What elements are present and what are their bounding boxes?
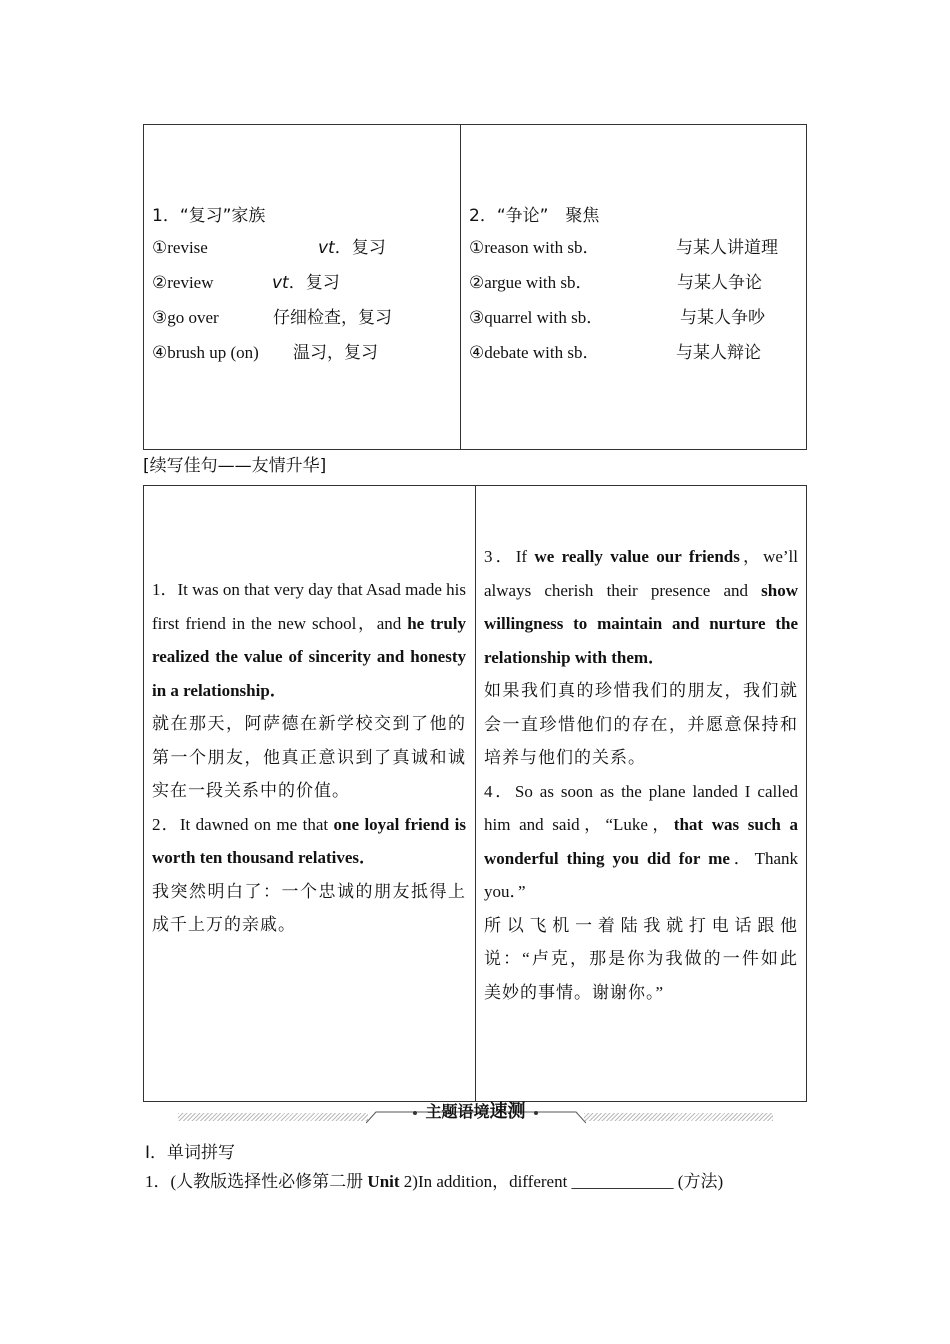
sentence-1: 1．It was on that very day that Asad made his first friend in the new school，and he truly realized the value of sincerity and honesty in a relationship． [152, 580, 467, 700]
list-item-meaning: 仔细检查，复习 [273, 308, 392, 327]
sentence-4-translation: 所以飞机一着陆我就打电话跟他说：“卢克，那是你为我做的一件如此美妙的事情。谢谢你。” [484, 915, 798, 1002]
sentence-3-translation: 如果我们真的珍惜我们的朋友，我们就会一直珍惜他们的存在，并愿意保持和培养与他们的关系。 [484, 681, 798, 767]
list-item: ①reason with sb． [469, 238, 600, 257]
sentence-2: 2．It dawned on me that one loyal friend is worth ten thousand relatives． [152, 814, 466, 867]
list-item-meaning: vt．复习 [318, 238, 386, 258]
banner-label: 主题语境速测 [383, 1100, 568, 1124]
list-item: ②review [152, 273, 214, 292]
banner-hatch-left [178, 1113, 368, 1121]
list-item: ①revise [152, 238, 208, 257]
list-item: ③quarrel with sb． [469, 308, 604, 327]
topic-quiz-banner [178, 1100, 773, 1128]
table1-left-title: 1．“复习”家族 [152, 206, 266, 226]
table2-right-cell [484, 540, 798, 1009]
table2-divider [475, 485, 476, 1102]
table2-left-cell [152, 573, 466, 942]
sentence-2-translation: 我突然明白了：一个忠诚的朋友抵得上成千上万的亲戚。 [152, 881, 466, 934]
table1-divider [460, 124, 461, 450]
section-label: [续写佳句——友情升华] [143, 456, 327, 476]
dot-icon [534, 1111, 538, 1115]
list-item-meaning: vt．复习 [272, 273, 340, 293]
list-item: ②argue with sb． [469, 273, 593, 292]
list-item: ④brush up (on) [152, 343, 259, 362]
list-item: ③go over [152, 308, 219, 327]
dot-icon [413, 1111, 417, 1115]
sentence-3: 3．If we really value our friends，we’ll always cherish their presence and show willingness to maintain and nurture the relationship with them． [484, 547, 798, 667]
table1-right-title: 2．“争论” 聚焦 [469, 206, 600, 226]
list-item-meaning: 与某人争吵 [680, 308, 765, 327]
list-item: ④debate with sb． [469, 343, 600, 362]
sentence-1-translation: 就在那天，阿萨德在新学校交到了他的第一个朋友，他真正意识到了真诚和诚实在一段关系中的价值。 [152, 714, 466, 800]
exercise-question-1: 1．(人教版选择性必修第二册 Unit 2)In addition，different ____________ (方法) [145, 1172, 724, 1191]
list-item-meaning: 温习，复习 [293, 343, 378, 362]
list-item-meaning: 与某人辩论 [676, 343, 761, 362]
list-item-meaning: 与某人讲道理 [676, 238, 778, 257]
list-item-meaning: 与某人争论 [677, 273, 762, 292]
banner-hatch-right [584, 1113, 773, 1121]
sentence-4: 4．So as soon as the plane landed I called him and said，“Luke，that was such a wonderful thing you did for me．Thank you．” [484, 781, 798, 901]
exercise-section-title: Ⅰ．单词拼写 [145, 1143, 236, 1163]
